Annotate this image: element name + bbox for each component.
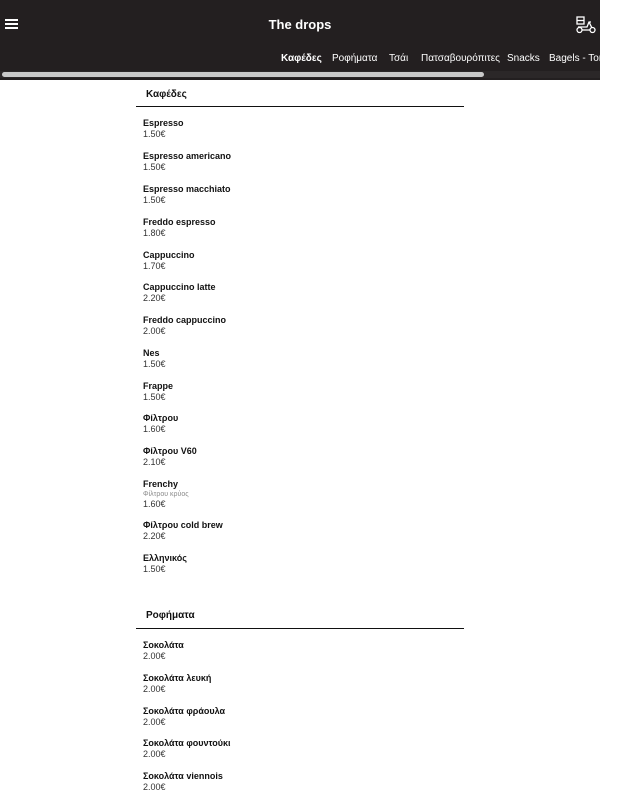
menu-item[interactable]	[143, 673, 463, 695]
item-price: 2.10€	[143, 457, 166, 467]
item-price: 1.50€	[143, 129, 166, 139]
menu-item[interactable]	[143, 282, 463, 304]
menu-item[interactable]	[143, 520, 463, 542]
delivery-scooter-icon[interactable]	[575, 15, 597, 35]
item-description: Φίλτρου κρύος	[143, 491, 189, 498]
menu-item[interactable]	[143, 413, 463, 435]
tabs-scrollbar-thumb[interactable]	[2, 72, 484, 77]
item-price: 1.70€	[143, 261, 166, 271]
item-price: 1.50€	[143, 564, 166, 574]
item-price: 2.00€	[143, 749, 166, 759]
item-name: Freddo espresso	[143, 217, 216, 227]
item-name: Espresso americano	[143, 151, 232, 161]
tab-snacks[interactable]: Snacks	[507, 53, 540, 64]
item-price: 2.00€	[143, 651, 166, 661]
item-name: Nes	[143, 348, 160, 358]
menu-item[interactable]	[143, 446, 463, 468]
item-price: 1.60€	[143, 499, 166, 509]
item-name: Frenchy	[143, 479, 179, 489]
item-name: Espresso	[143, 118, 184, 128]
section-title-kafedes: Καφέδες	[146, 89, 187, 100]
menu-item[interactable]	[143, 771, 463, 793]
tab-patsavouropites[interactable]: Πατσαβουρόπιτες	[421, 53, 501, 64]
menu-item[interactable]	[143, 118, 463, 140]
item-name: Σοκολάτα	[143, 640, 184, 650]
section-divider	[136, 106, 464, 107]
menu-item[interactable]	[143, 315, 463, 337]
menu-item[interactable]	[143, 479, 463, 510]
item-price: 1.50€	[143, 195, 166, 205]
item-name: Espresso macchiato	[143, 184, 231, 194]
tab-rofimata[interactable]: Ροφήματα	[332, 53, 378, 64]
menu-item[interactable]	[143, 738, 463, 760]
item-name: Cappuccino	[143, 250, 195, 260]
item-name: Σοκολάτα viennois	[143, 771, 223, 781]
item-price: 1.50€	[143, 392, 166, 402]
tab-kafedes[interactable]: Καφέδες	[281, 53, 322, 64]
item-price: 1.60€	[143, 424, 166, 434]
item-name: Ελληνικός	[143, 553, 187, 563]
item-price: 2.00€	[143, 684, 166, 694]
menu-item[interactable]	[143, 706, 463, 728]
item-price: 2.20€	[143, 293, 166, 303]
menu-item[interactable]	[143, 184, 463, 206]
menu-item[interactable]	[143, 640, 463, 662]
menu-item[interactable]	[143, 553, 463, 575]
top-app-bar	[0, 0, 622, 80]
item-name: Cappuccino latte	[143, 282, 216, 292]
tab-bagels-tortillas[interactable]: Bagels - Tortillas	[549, 53, 622, 64]
item-price: 2.00€	[143, 326, 166, 336]
app-title: The drops	[268, 17, 332, 32]
tab-tsai[interactable]: Τσάι	[389, 53, 409, 64]
item-name: Freddo cappuccino	[143, 315, 227, 325]
item-price: 2.00€	[143, 782, 166, 792]
menu-item[interactable]	[143, 250, 463, 272]
item-name: Σοκολάτα φράουλα	[143, 706, 226, 716]
item-name: Φίλτρου V60	[143, 446, 197, 456]
menu-item[interactable]	[143, 348, 463, 370]
section-title-rofimata: Ροφήματα	[146, 610, 195, 621]
item-name: Φίλτρου	[143, 413, 179, 423]
item-price: 2.20€	[143, 531, 166, 541]
menu-item[interactable]	[143, 151, 463, 173]
item-price: 1.80€	[143, 228, 166, 238]
category-tabs	[0, 52, 622, 66]
item-price: 1.50€	[143, 162, 166, 172]
item-price: 2.00€	[143, 717, 166, 727]
item-name: Φίλτρου cold brew	[143, 520, 223, 530]
item-name: Frappe	[143, 381, 174, 391]
menu-item[interactable]	[143, 381, 463, 403]
item-price: 1.50€	[143, 359, 166, 369]
item-name: Σοκολάτα φουντούκι	[143, 738, 231, 748]
item-name: Σοκολάτα λευκή	[143, 673, 212, 683]
menu-item[interactable]	[143, 217, 463, 239]
section-divider	[136, 628, 464, 629]
